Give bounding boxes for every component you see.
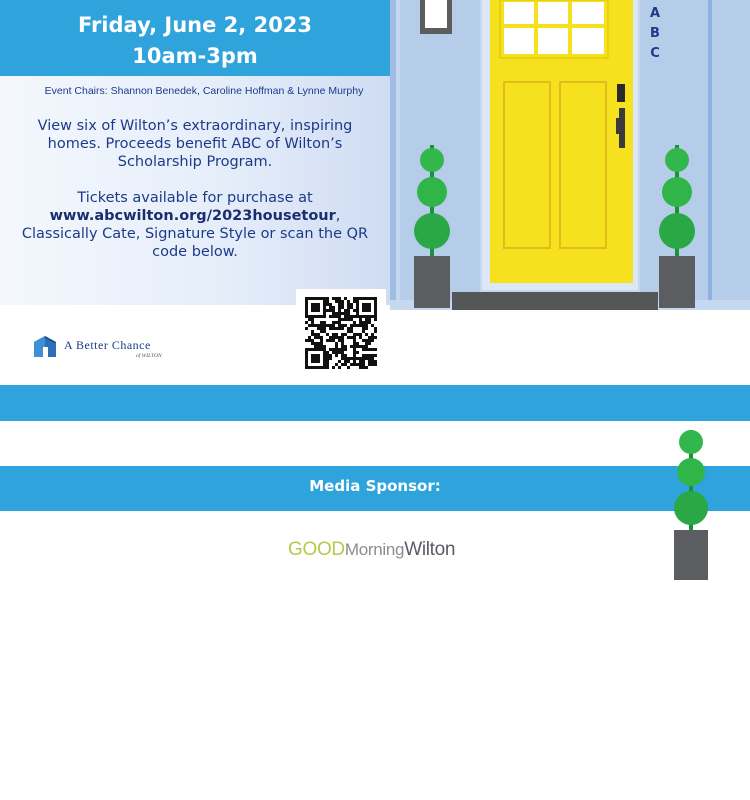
sponsor-good: GOOD (288, 539, 345, 560)
qr-code[interactable] (296, 289, 386, 379)
abc-logo (32, 333, 182, 363)
house-sign-letter: C (650, 46, 660, 61)
flyer-top (0, 0, 750, 385)
event-chairs: Event Chairs: Shannon Benedek, Caroline Hoffman & Lynne Murphy (44, 85, 364, 97)
logo-subtitle: of WILTON (136, 353, 162, 359)
tickets-intro: Tickets available for purchase at (77, 190, 313, 206)
qr-code-icon (305, 297, 377, 369)
topiary-icon (665, 425, 717, 585)
front-door-illustration (390, 0, 750, 310)
logo-name: A Better Chance (64, 338, 151, 352)
date-banner (0, 0, 390, 76)
house-sign-letter: A (649, 6, 661, 21)
media-sponsor-band (0, 466, 750, 511)
tickets-outro: , Classically Cate, Signature Style or scan the QR code below. (21, 208, 369, 260)
lantern-icon (420, 0, 452, 34)
door-icon (482, 0, 638, 290)
tickets-info (10, 189, 380, 261)
book-house-icon (32, 333, 58, 359)
event-description-block (10, 117, 380, 261)
event-description: View six of Wilton’s extraordinary, inspiring homes. Proceeds benefit ABC of Wilton’s Scholarship Program. (37, 118, 353, 170)
house-sign-letter: B (650, 26, 660, 41)
divider-band (0, 385, 750, 421)
tickets-link[interactable]: www.abcwilton.org/2023housetour (49, 208, 336, 224)
event-date: Friday, June 2, 2023 (77, 13, 313, 37)
event-time: 10am-3pm (132, 44, 258, 68)
house-sign (648, 4, 662, 64)
sponsor-morning: Morning (344, 540, 405, 559)
media-sponsor-label: Media Sponsor: (309, 477, 441, 495)
sponsor-wilton: Wilton (404, 539, 456, 560)
good-morning-wilton-logo[interactable] (288, 539, 455, 561)
